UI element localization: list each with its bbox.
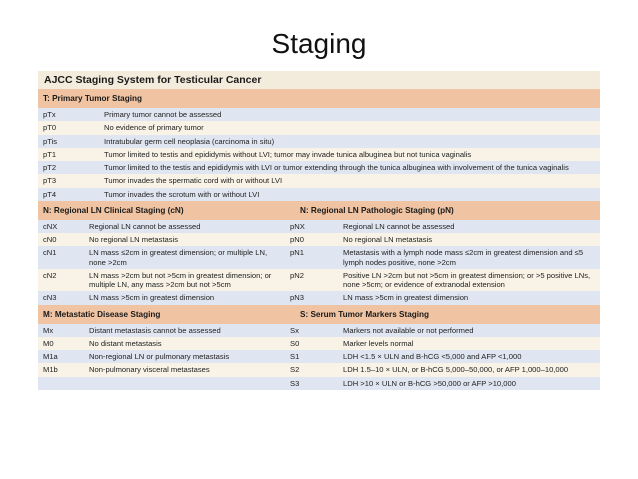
table-row [38, 377, 600, 390]
left-desc-cell: No regional LN metastasis [89, 235, 179, 244]
left-desc-cell: LN mass >2cm but not >5cm in greatest dimension; or multiple LN, any mass >2cm but not >5cm [89, 270, 272, 289]
table-row [38, 148, 600, 161]
right-desc-cell: Positive LN >2cm but not >5cm in greatest dimension; or >5 positive LNs, none >5cm; or evidence of extranodal extension [343, 270, 591, 289]
slide-title: Staging [271, 28, 367, 59]
left-code-cell: M1a [43, 352, 58, 361]
right-code-cell: pNX [290, 221, 305, 231]
t-code-cell: pT4 [43, 189, 57, 199]
table-row [38, 233, 600, 246]
left-desc-cell: Distant metastasis cannot be assessed [89, 325, 221, 335]
ms-section-header [38, 305, 600, 324]
s-header-right: S: Serum Tumor Markers Staging [300, 309, 430, 319]
n-header-right: N: Regional LN Pathologic Staging (pN) [300, 205, 454, 215]
t-code-cell: pT2 [43, 163, 57, 172]
right-code-cell: pN2 [290, 270, 304, 280]
m-header-left: M: Metastatic Disease Staging [43, 309, 161, 319]
t-desc-cell: Tumor limited to testis and epididymis without LVI; tumor may invade tunica albuginea but not tunica vaginalis [104, 149, 472, 159]
t-code-cell: pT3 [43, 176, 57, 186]
left-code-cell: cN0 [43, 235, 57, 244]
right-desc-cell: LDH >10 × ULN or B-hCG >50,000 or AFP >10,000 [343, 378, 516, 388]
left-desc-cell: LN mass ≤2cm in greatest dimension; or multiple LN, none >2cm [89, 248, 268, 267]
table-row [38, 174, 600, 187]
left-code-cell [38, 377, 89, 390]
right-desc-cell: Metastasis with a lymph node mass ≤2cm in greatest dimension and ≤5 lymph nodes positive, none >2cm [343, 248, 584, 267]
table-row [38, 161, 600, 174]
table-row [38, 246, 600, 269]
t-desc-cell: Intratubular germ cell neoplasia (carcinoma in situ) [104, 136, 275, 146]
ms-rows [38, 324, 600, 390]
t-code-cell: pTx [43, 110, 56, 119]
left-code-cell: M0 [43, 338, 54, 348]
t-desc-cell: Tumor limited to the testis and epididymis with LVI or tumor extending through the tunica albuginea with involvement of the tunica vaginalis [104, 163, 569, 172]
left-desc-cell [89, 377, 285, 390]
right-code-cell: pN0 [290, 235, 304, 244]
right-desc-cell: Regional LN cannot be assessed [343, 221, 455, 231]
left-desc-cell: Regional LN cannot be assessed [89, 221, 201, 231]
left-desc-cell: Non-pulmonary visceral metastases [89, 365, 210, 375]
staging-table [38, 71, 600, 390]
t-header-label: T: Primary Tumor Staging [43, 94, 143, 103]
t-rows [38, 108, 600, 201]
t-code-cell: pT1 [43, 149, 57, 159]
right-code-cell: pN3 [290, 293, 304, 303]
table-row [38, 337, 600, 350]
left-code-cell: Mx [43, 325, 54, 335]
left-code-cell: cNX [43, 221, 58, 231]
t-code-cell: pTis [43, 136, 58, 146]
left-code-cell: M1b [43, 365, 58, 375]
table-row [38, 324, 600, 337]
right-code-cell: pN1 [290, 248, 304, 258]
left-code-cell: cN3 [43, 293, 57, 303]
table-row [38, 291, 600, 304]
table-row [38, 269, 600, 292]
right-desc-cell: LDH 1.5–10 × ULN, or B-hCG 5,000–50,000, or AFP 1,000–10,000 [343, 365, 569, 375]
left-desc-cell: Non-regional LN or pulmonary metastasis [89, 352, 230, 361]
t-desc-cell: Primary tumor cannot be assessed [104, 110, 222, 119]
right-desc-cell: LN mass >5cm in greatest dimension [343, 293, 469, 303]
table-row [38, 108, 600, 121]
right-code-cell: S0 [290, 338, 300, 348]
table-row [38, 220, 600, 233]
table-row [38, 350, 600, 363]
table-row [38, 121, 600, 134]
t-section-header [38, 89, 600, 108]
right-desc-cell: Marker levels normal [343, 338, 414, 348]
t-desc-cell: Tumor invades the spermatic cord with or without LVI [104, 176, 283, 186]
right-desc-cell: Markers not available or not performed [343, 325, 474, 335]
table-title: AJCC Staging System for Testicular Cancer [38, 71, 600, 89]
t-desc-cell: No evidence of primary tumor [104, 123, 204, 133]
right-code-cell: S2 [290, 365, 300, 375]
t-desc-cell: Tumor invades the scrotum with or without LVI [104, 189, 260, 199]
n-section-header [38, 201, 600, 220]
t-code-cell: pT0 [43, 123, 57, 133]
right-code-cell: S1 [290, 352, 300, 361]
n-rows [38, 220, 600, 305]
left-desc-cell: LN mass >5cm in greatest dimension [89, 293, 215, 303]
right-desc-cell: No regional LN metastasis [343, 235, 433, 244]
table-row [38, 188, 600, 201]
right-code-cell: S3 [290, 378, 300, 388]
table-row [38, 135, 600, 148]
left-code-cell: cN1 [43, 248, 57, 258]
n-header-left: N: Regional LN Clinical Staging (cN) [43, 205, 184, 215]
left-code-cell: cN2 [43, 270, 57, 280]
right-code-cell: Sx [290, 325, 299, 335]
table-row [38, 363, 600, 376]
left-desc-cell: No distant metastasis [89, 338, 162, 348]
right-desc-cell: LDH <1.5 × ULN and B-hCG <5,000 and AFP <1,000 [343, 352, 522, 361]
